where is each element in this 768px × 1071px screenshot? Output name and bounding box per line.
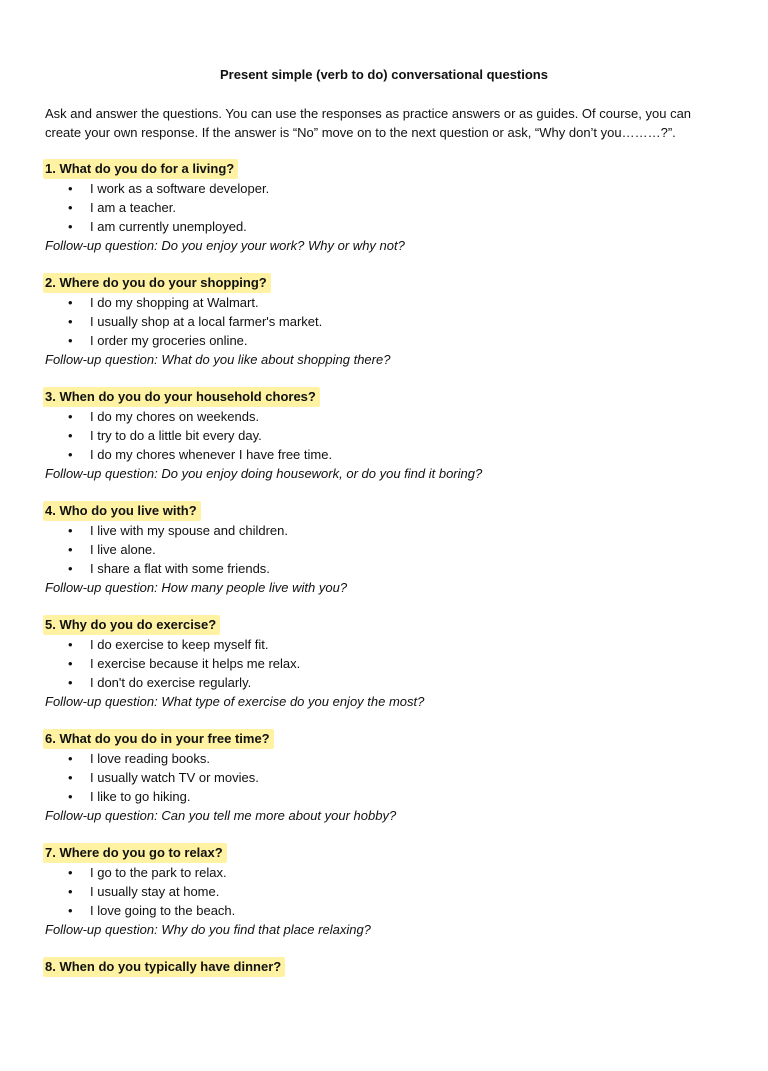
followup-question: Follow-up question: Do you enjoy your work? Why or why not? xyxy=(45,238,405,253)
answer-text: I like to go hiking. xyxy=(90,789,191,804)
instructions-line: create your own response. If the answer is “No” move on to the next question or ask, “Why don’t you………?”. xyxy=(45,125,676,140)
question-block xyxy=(45,957,735,1071)
followup-question: Follow-up question: Can you tell me more about your hobby? xyxy=(45,808,397,823)
list-item xyxy=(45,198,735,217)
bullet-icon: • xyxy=(68,428,73,443)
list-item xyxy=(45,540,735,559)
list-item xyxy=(45,768,735,787)
list-item xyxy=(45,445,735,464)
question-heading: 7. Where do you go to relax? xyxy=(43,843,227,863)
question-heading: 2. Where do you do your shopping? xyxy=(43,273,271,293)
bullet-icon: • xyxy=(68,200,73,215)
list-item xyxy=(45,407,735,426)
list-item xyxy=(45,635,735,654)
answer-list xyxy=(45,407,735,464)
answer-text: I love going to the beach. xyxy=(90,903,236,918)
bullet-icon: • xyxy=(68,675,73,690)
answer-text: I usually stay at home. xyxy=(90,884,220,899)
bullet-icon: • xyxy=(68,770,73,785)
question-block xyxy=(45,501,735,615)
answer-text: I work as a software developer. xyxy=(90,181,270,196)
list-item xyxy=(45,749,735,768)
answer-list xyxy=(45,293,735,350)
list-item xyxy=(45,331,735,350)
answer-list xyxy=(45,179,735,236)
bullet-icon: • xyxy=(68,751,73,766)
list-item xyxy=(45,217,735,236)
answer-text: I love reading books. xyxy=(90,751,210,766)
answer-text: I try to do a little bit every day. xyxy=(90,428,262,443)
answer-list xyxy=(45,521,735,578)
bullet-icon: • xyxy=(68,181,73,196)
answer-text: I do my chores on weekends. xyxy=(90,409,260,424)
answer-text: I go to the park to relax. xyxy=(90,865,227,880)
answer-list xyxy=(45,863,735,920)
bullet-icon: • xyxy=(68,561,73,576)
list-item xyxy=(45,901,735,920)
answer-text: I do my chores whenever I have free time. xyxy=(90,447,333,462)
list-item xyxy=(45,559,735,578)
question-list xyxy=(45,159,735,1071)
bullet-icon: • xyxy=(68,333,73,348)
question-block xyxy=(45,729,735,843)
list-item xyxy=(45,882,735,901)
bullet-icon: • xyxy=(68,903,73,918)
list-item xyxy=(45,863,735,882)
bullet-icon: • xyxy=(68,219,73,234)
question-block xyxy=(45,843,735,957)
answer-text: I order my groceries online. xyxy=(90,333,248,348)
bullet-icon: • xyxy=(68,409,73,424)
followup-question: Follow-up question: What type of exercise do you enjoy the most? xyxy=(45,694,425,709)
question-block xyxy=(45,273,735,387)
list-item xyxy=(45,426,735,445)
answer-text: I do exercise to keep myself fit. xyxy=(90,637,269,652)
answer-text: I don't do exercise regularly. xyxy=(90,675,252,690)
question-heading: 4. Who do you live with? xyxy=(43,501,201,521)
list-item xyxy=(45,312,735,331)
bullet-icon: • xyxy=(68,865,73,880)
followup-question: Follow-up question: What do you like about shopping there? xyxy=(45,352,391,367)
question-block xyxy=(45,615,735,729)
list-item xyxy=(45,673,735,692)
followup-question: Follow-up question: How many people live with you? xyxy=(45,580,348,595)
list-item xyxy=(45,179,735,198)
bullet-icon: • xyxy=(68,295,73,310)
followup-question: Follow-up question: Why do you find that place relaxing? xyxy=(45,922,371,937)
list-item xyxy=(45,293,735,312)
list-item xyxy=(45,521,735,540)
answer-text: I am currently unemployed. xyxy=(90,219,247,234)
bullet-icon: • xyxy=(68,884,73,899)
instructions-line: Ask and answer the questions. You can use the responses as practice answers or as guides. Of course, you can xyxy=(45,106,692,121)
bullet-icon: • xyxy=(68,523,73,538)
answer-list xyxy=(45,635,735,692)
answer-text: I share a flat with some friends. xyxy=(90,561,270,576)
list-item xyxy=(45,654,735,673)
question-heading: 6. What do you do in your free time? xyxy=(43,729,274,749)
question-block xyxy=(45,387,735,501)
answer-text: I do my shopping at Walmart. xyxy=(90,295,259,310)
bullet-icon: • xyxy=(68,656,73,671)
answer-text: I am a teacher. xyxy=(90,200,176,215)
list-item xyxy=(45,787,735,806)
followup-question: Follow-up question: Do you enjoy doing housework, or do you find it boring? xyxy=(45,466,483,481)
answer-text: I live alone. xyxy=(90,542,156,557)
bullet-icon: • xyxy=(68,637,73,652)
answer-text: I live with my spouse and children. xyxy=(90,523,288,538)
question-block xyxy=(45,159,735,273)
bullet-icon: • xyxy=(68,314,73,329)
answer-list xyxy=(45,749,735,806)
question-heading: 5. Why do you do exercise? xyxy=(43,615,220,635)
page-title: Present simple (verb to do) conversational questions xyxy=(220,67,548,82)
bullet-icon: • xyxy=(68,542,73,557)
answer-text: I exercise because it helps me relax. xyxy=(90,656,301,671)
answer-text: I usually shop at a local farmer's market. xyxy=(90,314,323,329)
question-heading: 1. What do you do for a living? xyxy=(43,159,238,179)
bullet-icon: • xyxy=(68,789,73,804)
answer-text: I usually watch TV or movies. xyxy=(90,770,259,785)
instructions-paragraph xyxy=(45,104,735,142)
question-heading: 3. When do you do your household chores? xyxy=(43,387,320,407)
question-heading: 8. When do you typically have dinner? xyxy=(43,957,285,977)
bullet-icon: • xyxy=(68,447,73,462)
